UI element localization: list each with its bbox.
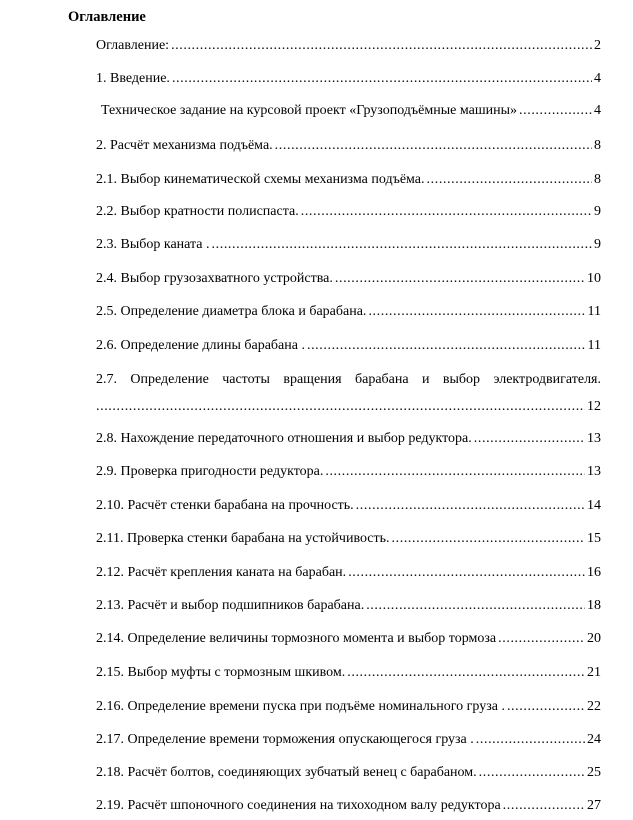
toc-leader-dots <box>479 764 585 781</box>
toc-leader-dots <box>519 102 592 119</box>
toc-leader-dots <box>172 70 592 87</box>
toc-entry-label: 2.19. Расчёт шпоночного соединения на тихоходном валу редуктора <box>96 798 501 813</box>
toc-leader-dots <box>212 236 592 253</box>
toc-entry-page: 8 <box>594 138 601 153</box>
toc-entry-label: 2.1. Выбор кинематической схемы механизма подъёма. <box>96 172 425 187</box>
toc-entry[interactable] <box>96 731 601 748</box>
toc-entry-page: 13 <box>587 464 601 479</box>
toc-leader-dots <box>335 270 585 287</box>
toc-entry[interactable] <box>96 270 601 287</box>
toc-leader-dots <box>96 398 585 415</box>
toc-entry[interactable] <box>101 102 601 119</box>
toc-entry[interactable] <box>96 797 601 814</box>
toc-entry-label: 2.5. Определение диаметра блока и барабана. <box>96 304 367 319</box>
toc-entry-label: 2.6. Определение длины барабана . <box>96 338 305 353</box>
toc-leader-dots <box>348 564 585 581</box>
toc-entry-page: 21 <box>587 665 601 680</box>
toc-entry[interactable] <box>96 630 601 647</box>
toc-entry-label: 2.4. Выбор грузозахватного устройства. <box>96 271 333 286</box>
toc-entry-page: 4 <box>594 103 601 118</box>
toc-leader-dots <box>368 303 585 320</box>
toc-entry-page: 27 <box>587 798 601 813</box>
toc-entry-label: 2.9. Проверка пригодности редуктора. <box>96 464 324 479</box>
toc-entry-label: 2.15. Выбор муфты с тормозным шкивом. <box>96 665 346 680</box>
toc-entry-label: 2.2. Выбор кратности полиспаста. <box>96 204 299 219</box>
toc-entry-page: 8 <box>594 172 601 187</box>
toc-entry[interactable] <box>96 171 601 188</box>
toc-entry-page: 24 <box>587 732 601 747</box>
toc-entry[interactable] <box>96 430 601 447</box>
toc-heading: Оглавление <box>68 9 146 25</box>
toc-leader-dots <box>301 203 592 220</box>
toc-leader-dots <box>366 597 585 614</box>
toc-entry[interactable] <box>96 597 601 614</box>
toc-entry[interactable] <box>96 337 601 354</box>
toc-entry-label: 2.8. Нахождение передаточного отношения и выбор редуктора. <box>96 431 472 446</box>
toc-leader-dots <box>507 698 585 715</box>
toc-entry-page: 13 <box>587 431 601 446</box>
toc-leader-dots <box>347 664 585 681</box>
toc-leader-dots <box>325 463 585 480</box>
toc-entry-page: 18 <box>587 598 601 613</box>
toc-leader-dots <box>427 171 592 188</box>
toc-entry[interactable] <box>96 764 601 781</box>
toc-entry-label: 2.10. Расчёт стенки барабана на прочность. <box>96 498 354 513</box>
toc-leader-dots <box>275 137 592 154</box>
toc-entry-label: 2.3. Выбор каната . <box>96 237 210 252</box>
toc-entry[interactable] <box>96 70 601 87</box>
toc-entry[interactable] <box>96 564 601 581</box>
toc-entry-label: 2.18. Расчёт болтов, соединяющих зубчатый венец с барабаном. <box>96 765 477 780</box>
toc-leader-dots <box>171 37 592 54</box>
toc-entry-label: 2.16. Определение времени пуска при подъёме номинального груза . <box>96 699 505 714</box>
toc-entry[interactable] <box>96 664 601 681</box>
toc-entry[interactable] <box>96 303 601 320</box>
toc-entry-label: 2.12. Расчёт крепления каната на барабан. <box>96 565 347 580</box>
toc-leader-dots <box>503 797 585 814</box>
toc-entry-page: 16 <box>587 565 601 580</box>
toc-entry[interactable] <box>96 203 601 220</box>
toc-leader-dots <box>476 731 585 748</box>
toc-leader-dots <box>498 630 585 647</box>
toc-entry-label: 2.14. Определение величины тормозного момента и выбор тормоза <box>96 631 497 646</box>
toc-entry-page: 10 <box>587 271 601 286</box>
toc-entry[interactable] <box>96 698 601 715</box>
toc-entry-page: 20 <box>587 631 601 646</box>
toc-entry-label: Техническое задание на курсовой проект «Грузоподъёмные машины» <box>101 103 518 118</box>
toc-entry[interactable] <box>96 463 601 480</box>
toc-entry-page: 9 <box>594 237 601 252</box>
toc-entry[interactable] <box>96 37 601 54</box>
toc-leader-dots <box>392 530 585 547</box>
toc-entry-page: 25 <box>587 765 601 780</box>
toc-entry-label: 2.11. Проверка стенки барабана на устойчивость. <box>96 531 390 546</box>
toc-entry[interactable] <box>96 530 601 547</box>
toc-leader-dots <box>307 337 586 354</box>
toc-entry-label: 2.13. Расчёт и выбор подшипников барабана. <box>96 598 365 613</box>
toc-entry[interactable] <box>96 236 601 253</box>
toc-entry[interactable] <box>96 497 601 514</box>
toc-leader-dots <box>356 497 585 514</box>
toc-entry-page: 9 <box>594 204 601 219</box>
toc-leader-dots <box>474 430 585 447</box>
toc-entry-label: 2.7. Определение частоты вращения барабана и выбор электродвигателя. <box>96 372 601 387</box>
toc-entry-label: Оглавление: <box>96 38 170 53</box>
toc-entry-page: 11 <box>587 304 601 319</box>
toc-entry-page: 12 <box>587 399 601 414</box>
toc-entry-page: 2 <box>594 38 601 53</box>
toc-entry-page: 22 <box>587 699 601 714</box>
toc-entry-label: 1. Введение. <box>96 71 170 86</box>
toc-entry-label: 2.17. Определение времени торможения опускающегося груза . <box>96 732 474 747</box>
toc-entry[interactable] <box>96 137 601 154</box>
toc-entry-page: 15 <box>587 531 601 546</box>
toc-entry-page: 14 <box>587 498 601 513</box>
toc-entry-page: 11 <box>587 338 601 353</box>
toc-entry-label: 2. Расчёт механизма подъёма. <box>96 138 273 153</box>
toc-entry-page: 4 <box>594 71 601 86</box>
